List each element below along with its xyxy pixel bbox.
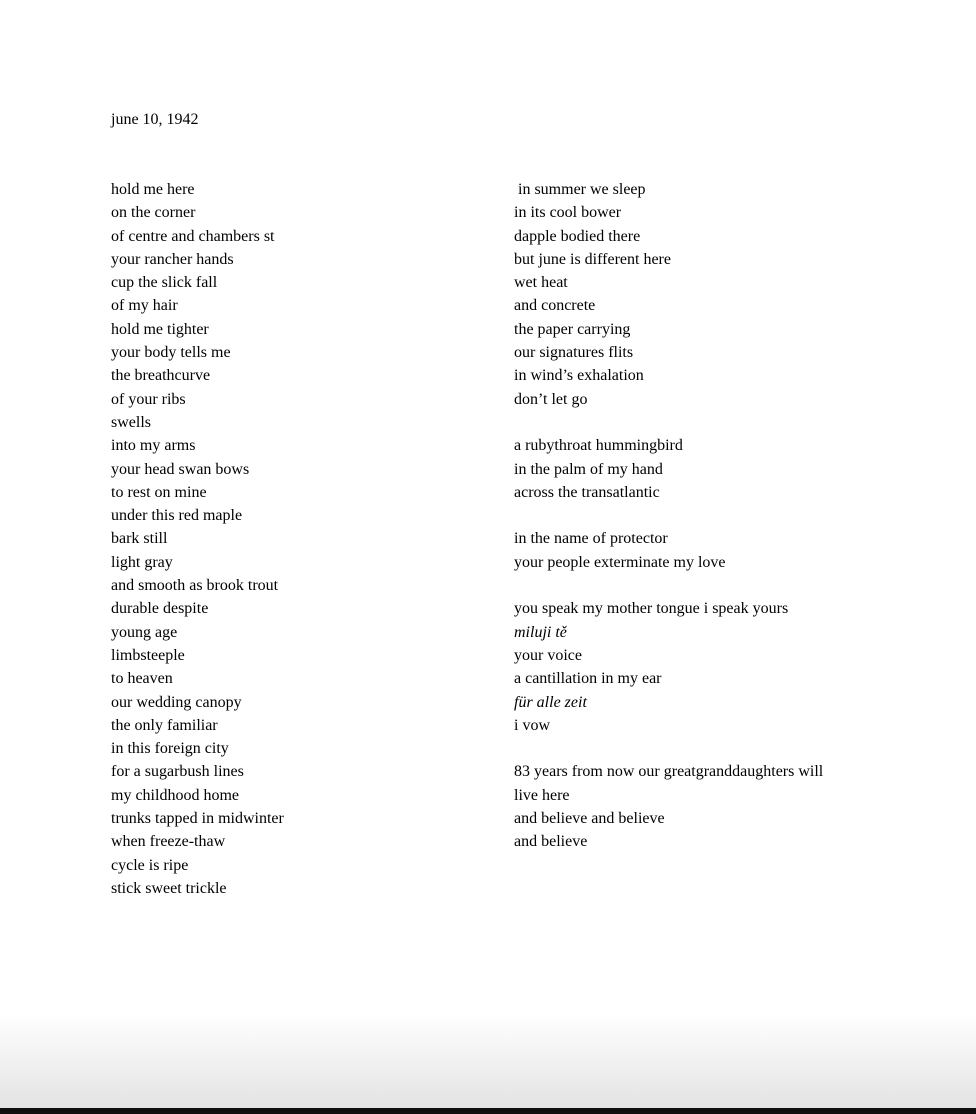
poem-line: 83 years from now our greatgranddaughters will [514,763,824,781]
poem-line: and concrete [514,297,596,315]
poem-line: our signatures flits [514,344,634,362]
poem-line: durable despite [111,600,209,618]
poem-left-column [111,178,284,900]
poem-line: a cantillation in my ear [514,670,662,688]
poem-line: the paper carrying [514,320,631,338]
poem-line: and smooth as brook trout [111,577,279,595]
stanza-break [514,737,823,760]
poem-line: hold me here [111,181,195,198]
poem-line: and believe and believe [514,810,665,828]
poem-line: our wedding canopy [111,693,242,711]
poem-line: the breathcurve [111,367,211,385]
poem-line: hold me tighter [111,320,209,338]
poem-line: i vow [514,716,550,734]
poem-line: don’t let go [514,390,588,408]
poem-line: live here [514,786,570,804]
poem-line: in this foreign city [111,740,229,758]
poem-line: your voice [514,646,582,664]
stanza-break [514,411,823,434]
poem-line: limbsteeple [111,646,185,664]
poem-line: your rancher hands [111,250,234,268]
poem-line: wet heat [514,274,568,292]
poem-line: dapple bodied there [514,227,641,245]
poem-line: in its cool bower [514,204,622,222]
poem-line: cycle is ripe [111,856,189,874]
poem-line: my childhood home [111,786,239,804]
poem-line: stick sweet trickle [111,879,227,897]
poem-date-title: june 10, 1942 [111,111,199,128]
poem-line: to heaven [111,670,173,688]
poem-line: trunks tapped in midwinter [111,810,284,828]
poem-line: the only familiar [111,716,218,734]
poem-line: into my arms [111,437,196,455]
poem-line: your people exterminate my love [514,553,726,571]
poem-right-column [514,178,823,854]
poem-line: on the corner [111,204,196,222]
poem-line: in summer we sleep [514,181,646,198]
poem-line: in the name of protector [514,530,668,548]
poem-line: your body tells me [111,344,231,362]
poem-line: your head swan bows [111,460,250,478]
poem-line: of centre and chambers st [111,227,275,245]
poem-line: under this red maple [111,507,243,525]
poem-line: miluji tě [514,623,567,641]
poem-line: in the palm of my hand [514,460,663,478]
poem-line: of my hair [111,297,178,315]
poem-line: cup the slick fall [111,274,218,292]
poem-line: across the transatlantic [514,483,660,501]
stanza-break [514,504,823,527]
poem-line: in wind’s exhalation [514,367,644,385]
poem-line: to rest on mine [111,483,207,501]
poem-line: light gray [111,553,173,571]
poem-line: swells [111,413,151,431]
window-bottom-edge [0,1108,976,1114]
poem-line: young age [111,623,178,641]
poem-line: but june is different here [514,250,671,268]
poem-line: and believe [514,833,588,851]
poem-line: für alle zeit [514,693,587,711]
stanza-break [514,574,823,597]
poem-line: of your ribs [111,390,186,408]
poem-line: bark still [111,530,168,548]
page-bottom-shadow [0,1014,976,1108]
poem-line: for a sugarbush lines [111,763,244,781]
poem-line: you speak my mother tongue i speak yours [514,600,789,618]
poem-line: a rubythroat hummingbird [514,437,683,455]
poem-line: when freeze-thaw [111,833,226,851]
